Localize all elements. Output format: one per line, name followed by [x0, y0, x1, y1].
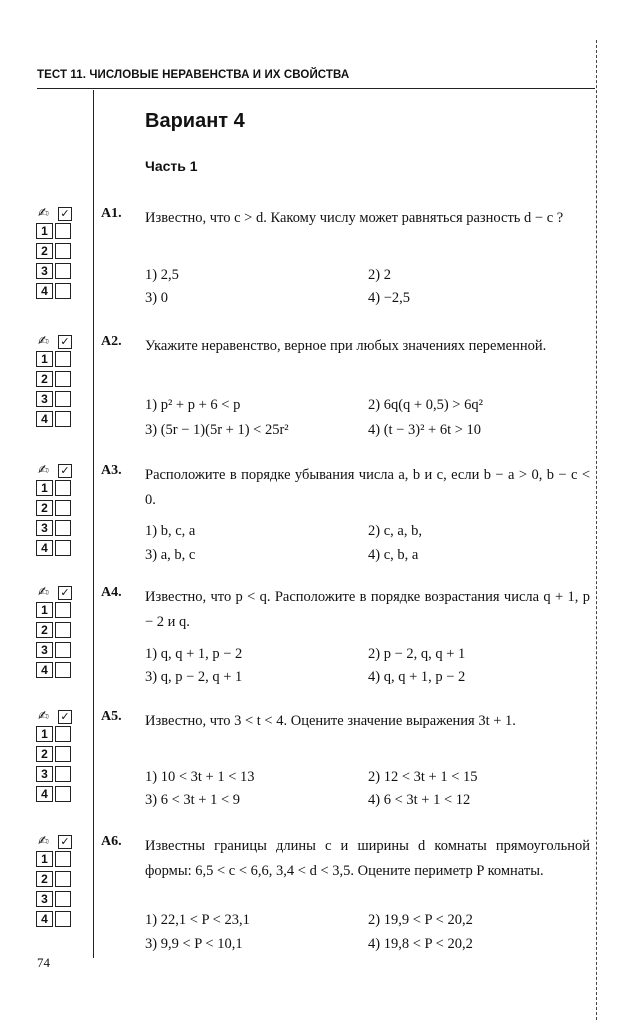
question-text: Расположите в порядке убывания числа a, b и c, если b − a > 0, b − c < 0.	[145, 467, 590, 508]
question-text: Укажите неравенство, верное при любых значениях переменной.	[145, 338, 547, 354]
checkbox-icon: ✓	[58, 207, 72, 221]
checkbox-icon: ✓	[58, 835, 72, 849]
pen-icon: ✍	[38, 334, 49, 349]
answer-field[interactable]	[55, 500, 71, 516]
option-1: 1) 2,5	[145, 267, 179, 283]
answer-field[interactable]	[55, 662, 71, 678]
variant-title: Вариант 4	[145, 110, 245, 132]
answer-field[interactable]	[55, 851, 71, 867]
option-4: 4) 6 < 3t + 1 < 12	[368, 792, 471, 808]
answer-field[interactable]	[55, 726, 71, 742]
answer-number: 3	[36, 766, 53, 782]
question-text: Известно, что c > d. Какому числу может равняться разность d − c ?	[145, 210, 564, 226]
answer-field[interactable]	[55, 243, 71, 259]
cut-line	[596, 40, 597, 1020]
answer-field[interactable]	[55, 520, 71, 536]
answer-field[interactable]	[55, 766, 71, 782]
checkbox-icon: ✓	[58, 335, 72, 349]
answer-field[interactable]	[55, 622, 71, 638]
pen-icon: ✍	[38, 463, 49, 478]
pen-icon: ✍	[38, 206, 49, 221]
question-text: Известно, что p < q. Расположите в порядке возрастания числа q + 1, p − 2 и q.	[145, 589, 590, 630]
option-4: 4) c, b, a	[368, 547, 419, 563]
option-2: 2) 2	[368, 267, 391, 283]
answer-number: 2	[36, 371, 53, 387]
answer-number: 4	[36, 662, 53, 678]
answer-number: 1	[36, 726, 53, 742]
pen-icon: ✍	[38, 585, 49, 600]
answer-field[interactable]	[55, 371, 71, 387]
answer-field[interactable]	[55, 871, 71, 887]
option-1: 1) q, q + 1, p − 2	[145, 646, 243, 662]
option-4: 4) (t − 3)² + 6t > 10	[368, 422, 482, 438]
option-1: 1) 10 < 3t + 1 < 13	[145, 769, 255, 785]
answer-number: 2	[36, 746, 53, 762]
option-3: 3) 0	[145, 290, 168, 306]
question-number: А6.	[101, 834, 122, 849]
answer-field[interactable]	[55, 263, 71, 279]
question-number: А4.	[101, 585, 122, 600]
option-3: 3) 6 < 3t + 1 < 9	[145, 792, 241, 808]
answer-number: 2	[36, 243, 53, 259]
question-text: Известно, что 3 < t < 4. Оцените значение выражения 3t + 1.	[145, 713, 516, 729]
answer-number: 3	[36, 391, 53, 407]
answer-field[interactable]	[55, 351, 71, 367]
answer-number: 1	[36, 351, 53, 367]
answer-number: 1	[36, 480, 53, 496]
answer-number: 1	[36, 602, 53, 618]
header-rule	[37, 88, 595, 89]
margin-rule	[93, 90, 94, 958]
checkbox-icon: ✓	[58, 710, 72, 724]
option-3: 3) 9,9 < P < 10,1	[145, 936, 243, 952]
checkbox-icon: ✓	[58, 586, 72, 600]
page-number: 74	[37, 955, 50, 970]
option-2: 2) p − 2, q, q + 1	[368, 646, 466, 662]
answer-number: 3	[36, 263, 53, 279]
answer-field[interactable]	[55, 891, 71, 907]
answer-field[interactable]	[55, 540, 71, 556]
answer-number: 1	[36, 851, 53, 867]
answer-number: 2	[36, 500, 53, 516]
answer-number: 4	[36, 540, 53, 556]
option-3: 3) q, p − 2, q + 1	[145, 669, 243, 685]
option-4: 4) q, q + 1, p − 2	[368, 669, 466, 685]
checkbox-icon: ✓	[58, 464, 72, 478]
option-2: 2) 6q(q + 0,5) > 6q²	[368, 397, 483, 413]
answer-number: 2	[36, 622, 53, 638]
question-number: А5.	[101, 709, 122, 724]
answer-field[interactable]	[55, 283, 71, 299]
answer-number: 4	[36, 786, 53, 802]
option-3: 3) a, b, c	[145, 547, 196, 563]
option-4: 4) −2,5	[368, 290, 411, 306]
pen-icon: ✍	[38, 834, 49, 849]
question-number: А3.	[101, 463, 122, 478]
answer-field[interactable]	[55, 911, 71, 927]
answer-number: 3	[36, 891, 53, 907]
option-1: 1) b, c, a	[145, 523, 196, 539]
answer-field[interactable]	[55, 602, 71, 618]
test-header-title: ТЕСТ 11. ЧИСЛОВЫЕ НЕРАВЕНСТВА И ИХ СВОЙСТВА	[37, 69, 350, 81]
option-4: 4) 19,8 < P < 20,2	[368, 936, 473, 952]
answer-number: 4	[36, 911, 53, 927]
question-number: А1.	[101, 206, 122, 221]
option-2: 2) 19,9 < P < 20,2	[368, 912, 473, 928]
answer-field[interactable]	[55, 746, 71, 762]
answer-field[interactable]	[55, 480, 71, 496]
pen-icon: ✍	[38, 709, 49, 724]
answer-number: 3	[36, 520, 53, 536]
option-2: 2) c, a, b,	[368, 523, 422, 539]
option-1: 1) p² + p + 6 < p	[145, 397, 241, 413]
answer-field[interactable]	[55, 223, 71, 239]
answer-number: 4	[36, 411, 53, 427]
answer-field[interactable]	[55, 411, 71, 427]
answer-number: 2	[36, 871, 53, 887]
option-1: 1) 22,1 < P < 23,1	[145, 912, 250, 928]
answer-number: 4	[36, 283, 53, 299]
answer-field[interactable]	[55, 391, 71, 407]
part-title: Часть 1	[145, 158, 198, 174]
answer-field[interactable]	[55, 786, 71, 802]
answer-number: 1	[36, 223, 53, 239]
question-number: А2.	[101, 334, 122, 349]
answer-number: 3	[36, 642, 53, 658]
option-2: 2) 12 < 3t + 1 < 15	[368, 769, 478, 785]
option-3: 3) (5r − 1)(5r + 1) < 25r²	[145, 422, 289, 438]
question-text: Известны границы длины c и ширины d комнаты прямоугольной формы: 6,5 < c < 6,6, 3,4 < d < 3,5. Оцените периметр P комнаты.	[145, 838, 590, 879]
answer-field[interactable]	[55, 642, 71, 658]
